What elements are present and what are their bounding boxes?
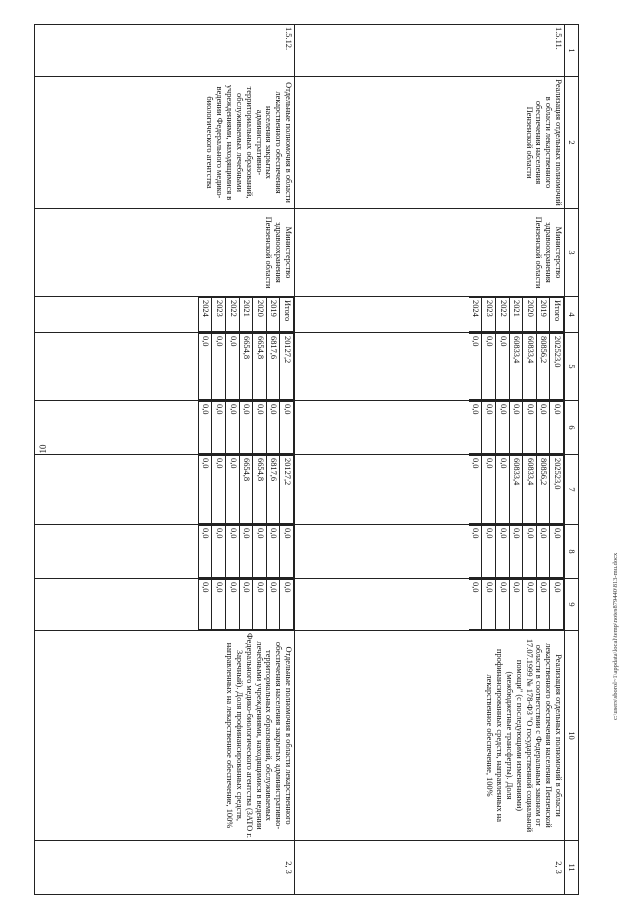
total-funding-value: 6817,6 bbox=[266, 334, 280, 400]
year-list bbox=[35, 297, 295, 333]
column-number: 10 bbox=[565, 631, 579, 841]
total-funding-value: 6654,8 bbox=[239, 334, 253, 400]
regional-funding-value: 0,0 bbox=[212, 456, 226, 524]
column-number: 3 bbox=[565, 209, 579, 297]
total-funding-value: 20127,2 bbox=[280, 334, 294, 400]
other-funding-value: 0,0 bbox=[550, 580, 564, 630]
total-funding bbox=[35, 333, 295, 401]
column-number: 9 bbox=[565, 579, 579, 631]
activity-name: Отдельные полномочия в области лекарственного обеспечения населения закрытых административно-территориальных образований, обслуживаемых лечебными учреждениями, находящимися в ведении Федерального медико-биологического агентства bbox=[35, 77, 295, 209]
other-funding-value: 0,0 bbox=[496, 580, 510, 630]
regional-funding-value: 0,0 bbox=[482, 456, 496, 524]
regional-funding-value: 202523,0 bbox=[550, 456, 564, 524]
federal-funding-value: 0,0 bbox=[239, 402, 253, 454]
activity-name: Реализация отдельных полномочий в области лекарственного обеспечения населения Пензенской области bbox=[295, 77, 565, 209]
column-number: 4 bbox=[565, 297, 579, 333]
other-funding-value: 0,0 bbox=[280, 580, 294, 630]
local-funding-value: 0,0 bbox=[253, 526, 267, 578]
local-funding-value: 0,0 bbox=[469, 526, 482, 578]
regional-funding-value: 60833,4 bbox=[523, 456, 537, 524]
regional-funding-value: 20127,2 bbox=[280, 456, 294, 524]
indicator-link: 2, 3 bbox=[295, 841, 565, 895]
footer-file-path: c:\users\sborol~1\appdata\local\temp\notes879440\813-mu.docx bbox=[612, 552, 619, 720]
other-funding bbox=[295, 579, 565, 631]
total-funding-value: 80856,2 bbox=[536, 334, 550, 400]
regional-funding-value: 6817,6 bbox=[266, 456, 280, 524]
rotated-page bbox=[92, 24, 579, 894]
year-list-value: 2024 bbox=[469, 298, 482, 332]
total-funding-value: 0,0 bbox=[198, 334, 212, 400]
federal-funding-value: 0,0 bbox=[509, 402, 523, 454]
federal-funding-value: 0,0 bbox=[266, 402, 280, 454]
year-list-value: 2023 bbox=[212, 298, 226, 332]
other-funding-value: 0,0 bbox=[536, 580, 550, 630]
total-funding-value: 0,0 bbox=[226, 334, 240, 400]
year-list-value: 2019 bbox=[536, 298, 550, 332]
year-list-value: Итого bbox=[550, 298, 564, 332]
total-funding-value: 6654,8 bbox=[253, 334, 267, 400]
total-funding bbox=[295, 333, 565, 401]
year-list-value: 2022 bbox=[226, 298, 240, 332]
regional-funding-value: 6654,8 bbox=[253, 456, 267, 524]
other-funding-value: 0,0 bbox=[469, 580, 482, 630]
other-funding bbox=[35, 579, 295, 631]
expected-result: Отдельные полномочия в области лекарственного обеспечения населения закрытых административно-территориальных образований, обслуживаемых лечебными учреждениями, находящимися в ведении Федерального медико-биологического агентства (ЗАТО г. Заречный). Доля профинансированных средств, направленных на лекарственное обеспечение, 100% bbox=[35, 631, 295, 841]
page-number: 10 bbox=[38, 444, 48, 454]
regional-funding-value: 0,0 bbox=[496, 456, 510, 524]
regional-funding bbox=[295, 455, 565, 525]
other-funding-value: 0,0 bbox=[198, 580, 212, 630]
total-funding-value: 202523,0 bbox=[550, 334, 564, 400]
local-funding-value: 0,0 bbox=[482, 526, 496, 578]
other-funding-value: 0,0 bbox=[226, 580, 240, 630]
other-funding-value: 0,0 bbox=[482, 580, 496, 630]
regional-funding-value: 60833,4 bbox=[509, 456, 523, 524]
column-number: 7 bbox=[565, 455, 579, 525]
column-number: 2 bbox=[565, 77, 579, 209]
regional-funding-value: 0,0 bbox=[198, 456, 212, 524]
federal-funding-value: 0,0 bbox=[198, 402, 212, 454]
federal-funding-value: 0,0 bbox=[212, 402, 226, 454]
other-funding-value: 0,0 bbox=[266, 580, 280, 630]
column-number: 11 bbox=[565, 841, 579, 895]
local-funding-value: 0,0 bbox=[198, 526, 212, 578]
total-funding-value: 0,0 bbox=[212, 334, 226, 400]
executor: Министерство здравоохранения Пензенской области bbox=[295, 209, 565, 297]
total-funding-value: 0,0 bbox=[469, 334, 482, 400]
federal-funding-value: 0,0 bbox=[496, 402, 510, 454]
federal-funding-value: 0,0 bbox=[550, 402, 564, 454]
federal-funding-value: 0,0 bbox=[253, 402, 267, 454]
year-list-value: 2020 bbox=[253, 298, 267, 332]
federal-funding-value: 0,0 bbox=[469, 402, 482, 454]
regional-funding-value: 0,0 bbox=[469, 456, 482, 524]
local-funding-value: 0,0 bbox=[226, 526, 240, 578]
local-funding-value: 0,0 bbox=[266, 526, 280, 578]
local-funding-value: 0,0 bbox=[496, 526, 510, 578]
total-funding-value: 60833,4 bbox=[523, 334, 537, 400]
regional-funding bbox=[35, 455, 295, 525]
table-row bbox=[35, 25, 295, 895]
federal-funding-value: 0,0 bbox=[226, 402, 240, 454]
federal-funding-value: 0,0 bbox=[280, 402, 294, 454]
indicator-link: 2, 3 bbox=[35, 841, 295, 895]
year-list-value: 2023 bbox=[482, 298, 496, 332]
year-list-value: 2021 bbox=[509, 298, 523, 332]
year-list bbox=[295, 297, 565, 333]
program-table bbox=[34, 24, 579, 895]
row-number: 1.5.12. bbox=[35, 25, 295, 77]
local-funding bbox=[35, 525, 295, 579]
local-funding-value: 0,0 bbox=[280, 526, 294, 578]
other-funding-value: 0,0 bbox=[239, 580, 253, 630]
federal-funding bbox=[295, 401, 565, 455]
column-number: 6 bbox=[565, 401, 579, 455]
regional-funding-value: 80856,2 bbox=[536, 456, 550, 524]
local-funding-value: 0,0 bbox=[550, 526, 564, 578]
local-funding bbox=[295, 525, 565, 579]
year-list-value: 2024 bbox=[198, 298, 212, 332]
total-funding-value: 60833,4 bbox=[509, 334, 523, 400]
table-row bbox=[295, 25, 565, 895]
regional-funding-value: 0,0 bbox=[226, 456, 240, 524]
federal-funding-value: 0,0 bbox=[536, 402, 550, 454]
local-funding-value: 0,0 bbox=[509, 526, 523, 578]
regional-funding-value: 6654,8 bbox=[239, 456, 253, 524]
local-funding-value: 0,0 bbox=[239, 526, 253, 578]
expected-result: Реализация отдельных полномочий в области лекарственного обеспечения населения Пензенской области в соответствии с Федеральным законом от 17.07.1999 № 178-ФЗ "О государственной социальной помощи" (с последующими изменениями) (межбюджетные трансферты). Доля профинансированных средств, направленных на лекарственное обеспечение, 100% bbox=[295, 631, 565, 841]
row-number: 1.5.11. bbox=[295, 25, 565, 77]
column-number: 5 bbox=[565, 333, 579, 401]
other-funding-value: 0,0 bbox=[509, 580, 523, 630]
year-list-value: 2021 bbox=[239, 298, 253, 332]
year-list-value: Итого bbox=[280, 298, 294, 332]
executor: Министерство здравоохранения Пензенской области bbox=[35, 209, 295, 297]
federal-funding bbox=[35, 401, 295, 455]
total-funding-value: 0,0 bbox=[496, 334, 510, 400]
other-funding-value: 0,0 bbox=[523, 580, 537, 630]
local-funding-value: 0,0 bbox=[523, 526, 537, 578]
year-list-value: 2022 bbox=[496, 298, 510, 332]
year-list-value: 2020 bbox=[523, 298, 537, 332]
local-funding-value: 0,0 bbox=[536, 526, 550, 578]
column-number: 1 bbox=[565, 25, 579, 77]
total-funding-value: 0,0 bbox=[482, 334, 496, 400]
column-number-row bbox=[565, 25, 579, 895]
other-funding-value: 0,0 bbox=[253, 580, 267, 630]
year-list-value: 2019 bbox=[266, 298, 280, 332]
column-number: 8 bbox=[565, 525, 579, 579]
local-funding-value: 0,0 bbox=[212, 526, 226, 578]
federal-funding-value: 0,0 bbox=[523, 402, 537, 454]
other-funding-value: 0,0 bbox=[212, 580, 226, 630]
federal-funding-value: 0,0 bbox=[482, 402, 496, 454]
